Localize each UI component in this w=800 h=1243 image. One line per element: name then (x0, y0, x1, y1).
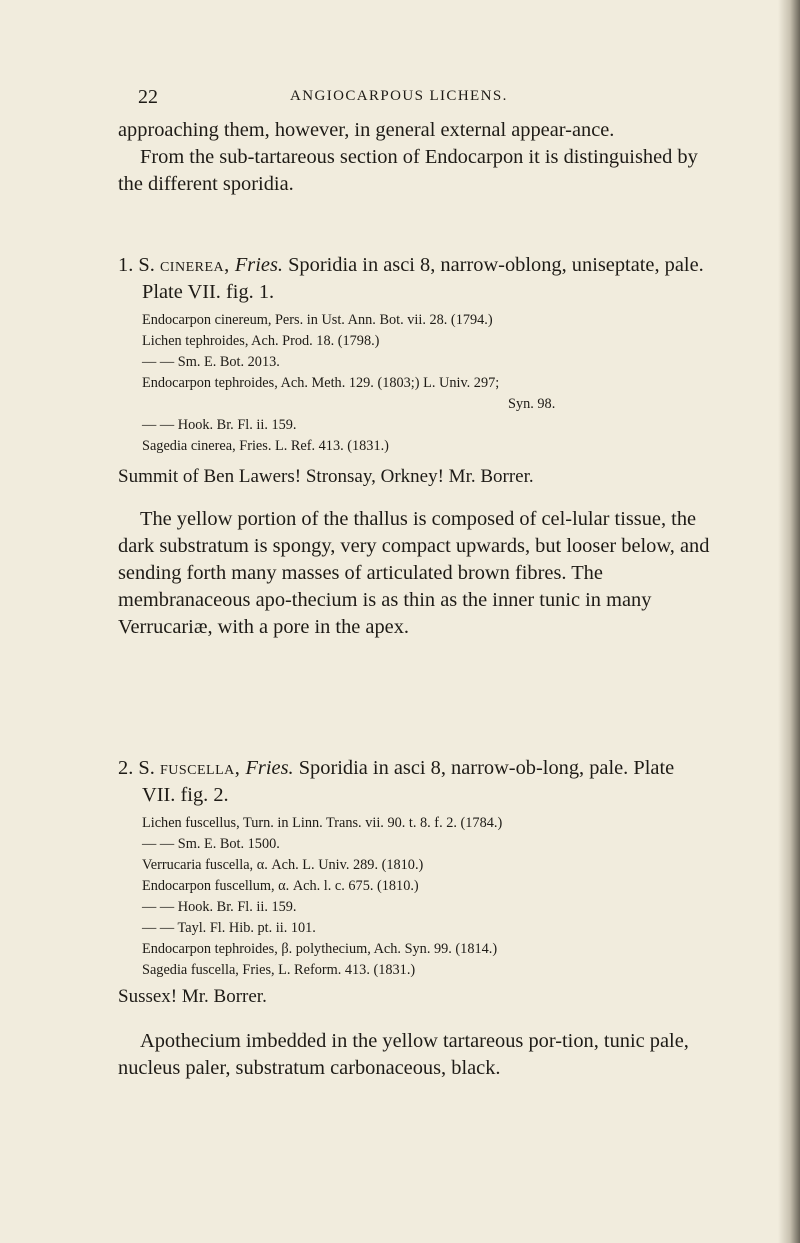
synonym-line: — — Hook. Br. Fl. ii. 159. (142, 417, 297, 433)
species-note-1: The yellow portion of the thallus is composed of cel-lular tissue, the dark substratum is spongy, very compact upwards, but looser below, and sending forth many masses of articulated brown fibres. The membranaceous apo-thecium is as thin as the inner tunic in many Verrucariæ, with a pore in the apex. (118, 508, 710, 638)
synonym-line: — — Sm. E. Bot. 1500. (142, 836, 280, 852)
species-note-2: Apothecium imbedded in the yellow tartareous por-tion, tunic pale, nucleus paler, substratum carbonaceous, black. (118, 1030, 689, 1079)
species-author: Fries. (234, 254, 283, 276)
synonym-line: — — Tayl. Fl. Hib. pt. ii. 101. (142, 920, 316, 936)
intro-paragraph-continued: approaching them, however, in general external appear-ance. (118, 119, 615, 141)
species-entry-2 (118, 755, 712, 1082)
species-number: 2. (118, 757, 134, 779)
synonym-line: — — Sm. E. Bot. 2013. (142, 354, 280, 370)
locality-1: Summit of Ben Lawers! Stronsay, Orkney! Mr. Borrer. (118, 466, 534, 487)
synonym-line: Lichen fuscellus, Turn. in Linn. Trans. vii. 90. t. 8. f. 2. (1784.) (142, 815, 503, 831)
genus-abbrev: S. (138, 757, 155, 779)
species-name: fuscella, (159, 757, 241, 779)
genus-abbrev: S. (138, 254, 155, 276)
synonym-line: Endocarpon cinereum, Pers. in Ust. Ann. Bot. vii. 28. (1794.) (142, 312, 493, 328)
synonym-line: Verrucaria fuscella, α. Ach. L. Univ. 289. (1810.) (142, 857, 424, 873)
intro-block (118, 117, 712, 198)
synonym-line: Sagedia fuscella, Fries, L. Reform. 413. (1831.) (142, 962, 416, 978)
species-description: Sporidia in asci 8, narrow-oblong, uniseptate, pale. Plate VII. fig. 1. (142, 254, 704, 303)
page-header (138, 86, 698, 110)
synonym-line: — — Hook. Br. Fl. ii. 159. (142, 899, 297, 915)
species-author: Fries. (245, 757, 294, 779)
synonym-list-1 (118, 310, 712, 457)
synonym-line: Endocarpon tephroides, β. polythecium, Ach. Syn. 99. (1814.) (142, 941, 498, 957)
intro-paragraph-distinction: From the sub-tartareous section of Endocarpon it is distinguished by the different sporidia. (118, 146, 698, 195)
species-entry-1 (118, 252, 712, 641)
synonym-line: Endocarpon tephroides, Ach. Meth. 129. (1803;) L. Univ. 297; (142, 375, 500, 391)
synonym-line: Sagedia cinerea, Fries. L. Ref. 413. (1831.) (142, 438, 389, 454)
locality-2: Sussex! Mr. Borrer. (118, 986, 267, 1007)
species-name: cinerea, (159, 254, 230, 276)
species-heading-1 (118, 252, 712, 306)
page-number: 22 (138, 86, 158, 108)
running-title: ANGIOCARPOUS LICHENS. (290, 88, 508, 104)
synonym-line: Lichen tephroides, Ach. Prod. 18. (1798.) (142, 333, 380, 349)
species-heading-2 (118, 755, 712, 809)
synonym-list-2 (118, 813, 712, 981)
species-description: Sporidia in asci 8, narrow-ob-long, pale. Plate VII. fig. 2. (142, 757, 675, 806)
synonym-line-continued: Syn. 98. (508, 396, 556, 412)
page-edge-shadow (778, 0, 800, 1243)
species-number: 1. (118, 254, 134, 276)
synonym-line: Endocarpon fuscellum, α. Ach. l. c. 675. (1810.) (142, 878, 419, 894)
